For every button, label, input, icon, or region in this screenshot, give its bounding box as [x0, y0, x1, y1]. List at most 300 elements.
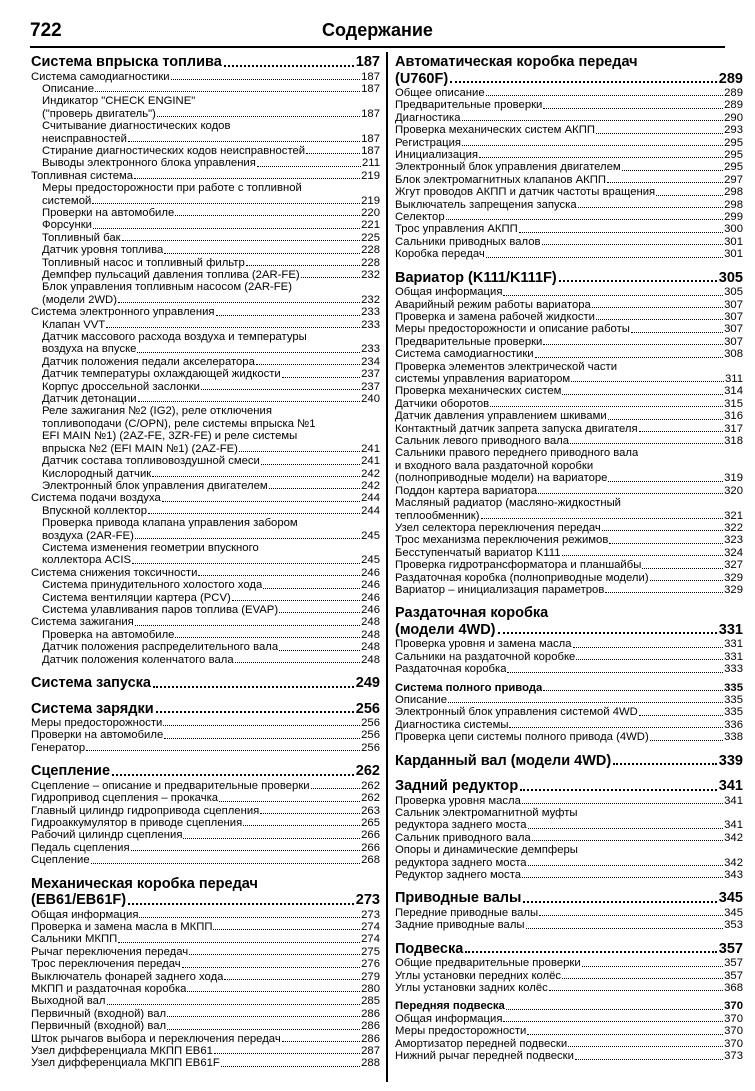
- entry-text: Трос механизма переключения режимов: [395, 534, 609, 547]
- section-heading: [31, 763, 380, 780]
- entry-text: Узел селектора переключения передач: [395, 521, 601, 534]
- toc-entry: [395, 638, 743, 650]
- leader-dots: [568, 1046, 723, 1047]
- leader-dots: [213, 929, 360, 930]
- entry-text-line: [42, 418, 380, 430]
- entry-text: (модели 2WD): [42, 293, 117, 306]
- section-title-line: [395, 71, 743, 88]
- leader-dots: [164, 253, 360, 254]
- page-ref: 316: [724, 410, 743, 423]
- entry-text-line: [42, 281, 380, 293]
- page-ref: 353: [724, 919, 743, 932]
- page-ref: 289: [718, 70, 743, 87]
- page-ref: 307: [724, 298, 743, 311]
- page-ref: 228: [361, 244, 380, 257]
- page-ref: 370: [724, 1025, 743, 1038]
- page-ref: 320: [724, 484, 743, 497]
- page-ref: 331: [724, 650, 743, 663]
- entry-text: Топливная система: [31, 169, 134, 182]
- page-ref: 187: [361, 144, 380, 157]
- entry-text: Выходной вал: [31, 995, 106, 1008]
- entry-text-line: [395, 819, 743, 831]
- toc-entry: [31, 281, 380, 306]
- page-ref: 286: [361, 1032, 380, 1045]
- leader-dots: [306, 153, 360, 154]
- entry-text: Проверка привода клапана управления забором: [42, 517, 298, 530]
- leader-dots: [562, 555, 724, 556]
- leader-dots: [532, 840, 723, 841]
- entry-text-line: [42, 443, 380, 455]
- page-ref: 240: [361, 393, 380, 406]
- toc-entry: [395, 982, 743, 994]
- toc-entry: [395, 1013, 743, 1025]
- toc-entry: [31, 729, 380, 741]
- page-ref: 256: [361, 717, 380, 729]
- toc-entry: [31, 946, 380, 958]
- section-title-line: [31, 892, 380, 909]
- entry-text: Форсунки: [42, 219, 92, 232]
- toc-entry: [31, 182, 380, 207]
- toc-entry: [31, 829, 380, 841]
- toc-entry: [395, 323, 743, 335]
- page-ref: 275: [361, 945, 380, 958]
- entry-text: (полноприводные модели) на вариаторе: [395, 472, 608, 485]
- entry-text: Вариатор – инициализация параметров: [395, 583, 605, 596]
- leader-dots: [528, 865, 724, 866]
- toc-column-left: [31, 54, 380, 1070]
- page-ref: 305: [724, 286, 743, 299]
- leader-dots: [224, 979, 360, 980]
- leader-dots: [465, 951, 717, 953]
- toc-entry: [395, 1050, 743, 1062]
- subsection-heading: [395, 1000, 743, 1012]
- toc-entry: [395, 199, 743, 211]
- entry-text: Гидропривод сцепления – прокачка: [31, 792, 219, 805]
- page-ref: 307: [724, 311, 743, 323]
- entry-text: Узел дифференциала МКПП EB61F: [31, 1057, 220, 1070]
- entry-text: Система улавливания паров топлива (EVAP): [42, 603, 279, 616]
- entry-text: редуктора заднего моста: [395, 819, 527, 832]
- toc-entry: [31, 921, 380, 933]
- entry-text: Коробка передач: [395, 248, 485, 261]
- entry-text: Инициализация: [395, 149, 478, 162]
- leader-dots: [509, 727, 723, 728]
- page-ref: 341: [718, 778, 743, 795]
- toc-entry: [395, 572, 743, 584]
- leader-dots: [93, 228, 360, 229]
- page-ref: 324: [724, 546, 743, 559]
- entry-text: Блок электромагнитных клапанов АКПП: [395, 173, 606, 186]
- toc-entry: [395, 174, 743, 186]
- page-ref: 345: [724, 906, 743, 919]
- leader-dots: [153, 686, 354, 688]
- entry-text-line: [395, 361, 743, 373]
- leader-dots: [538, 493, 723, 494]
- leader-dots: [269, 488, 360, 489]
- page-ref: 335: [724, 693, 743, 706]
- page-ref: 256: [361, 741, 380, 754]
- leader-dots: [263, 588, 360, 589]
- toc-entry: [31, 207, 380, 219]
- toc-entry: [31, 567, 380, 579]
- page-ref: 289: [724, 99, 743, 112]
- leader-dots: [481, 518, 724, 519]
- section-heading: [395, 941, 743, 958]
- leader-dots: [311, 788, 361, 789]
- entry-text-line: [42, 133, 380, 145]
- page-ref: 248: [361, 641, 380, 654]
- entry-text: Регистрация: [395, 136, 462, 149]
- leader-dots: [138, 401, 361, 402]
- entry-text: Выводы электронного блока управления: [42, 157, 256, 170]
- toc-entry: [395, 844, 743, 869]
- toc-entry: [31, 654, 380, 666]
- page-ref: 301: [724, 248, 743, 261]
- section-title-line: Механическая коробка передач: [31, 875, 258, 892]
- entry-text: Бесступенчатый вариатор K111: [395, 546, 561, 559]
- page-ref: 335: [724, 681, 743, 694]
- toc-entry: [31, 244, 380, 256]
- leader-dots: [543, 108, 723, 109]
- toc-entry: [31, 629, 380, 641]
- leader-dots: [507, 672, 723, 673]
- section-title: Вариатор (K111/K111F): [395, 269, 557, 286]
- page-ref: 225: [361, 231, 380, 244]
- toc-entry: [395, 248, 743, 260]
- entry-text-line: [42, 195, 380, 207]
- section-heading: [395, 54, 743, 87]
- leader-dots: [486, 95, 724, 96]
- leader-dots: [256, 364, 360, 365]
- leader-dots: [112, 774, 354, 776]
- leader-dots: [526, 928, 724, 929]
- entry-text: Система снижения токсичности: [31, 566, 198, 579]
- section-heading: [31, 701, 380, 718]
- page-ref: 321: [724, 509, 743, 522]
- entry-text: Передние приводные валы: [395, 906, 539, 919]
- entry-text: Сцепление – описание и предварительные проверки: [31, 779, 310, 792]
- entry-text-line: [42, 95, 380, 107]
- leader-dots: [450, 81, 717, 83]
- leader-dots: [506, 1009, 723, 1010]
- toc-entry: [395, 795, 743, 807]
- entry-text: Раздаточная коробка (полноприводные модели): [395, 571, 649, 584]
- page-header: [30, 20, 725, 48]
- page-ref: 276: [361, 958, 380, 971]
- page-ref: 298: [724, 198, 743, 211]
- toc-entry: [31, 1057, 380, 1069]
- toc-entry: [395, 299, 743, 311]
- entry-text: Система принудительного холостого хода: [42, 579, 263, 592]
- entry-text: Система полного привода: [395, 681, 543, 694]
- entry-text: воздуха (2AR-FE): [42, 529, 134, 542]
- page-ref: 318: [724, 435, 743, 448]
- entry-text: Описание: [395, 693, 447, 706]
- entry-text: Общая информация: [395, 286, 503, 299]
- leader-dots: [216, 315, 361, 316]
- entry-text: Впускной коллектор: [42, 504, 147, 517]
- leader-dots: [549, 990, 723, 991]
- leader-dots: [592, 307, 723, 308]
- toc-entry: [395, 907, 743, 919]
- page-ref: 266: [361, 829, 380, 842]
- leader-dots: [522, 803, 723, 804]
- page-ref: 370: [724, 1037, 743, 1050]
- entry-text: Сальники МКПП: [31, 933, 118, 946]
- toc-entry: [31, 579, 380, 591]
- leader-dots: [535, 357, 724, 358]
- leader-dots: [639, 431, 724, 432]
- page-ref: 345: [718, 890, 743, 907]
- leader-dots: [520, 789, 717, 791]
- entry-text-line: [42, 108, 380, 120]
- leader-dots: [279, 650, 360, 651]
- entry-text: Задние приводные валы: [395, 919, 525, 932]
- page-ref: 219: [361, 194, 380, 207]
- leader-dots: [519, 232, 723, 233]
- toc-entry: [31, 170, 380, 182]
- leader-dots: [189, 954, 360, 955]
- entry-text: Меры предосторожности и описание работы: [395, 323, 630, 336]
- page-ref: 357: [724, 969, 743, 982]
- entry-text: Датчик детонации: [42, 393, 137, 406]
- entry-text: Описание: [42, 82, 94, 95]
- toc-entry: [395, 522, 743, 534]
- section-heading: [31, 675, 380, 692]
- entry-text: Датчик уровня топлива: [42, 244, 164, 257]
- leader-dots: [201, 389, 360, 390]
- section-title: Подвеска: [395, 940, 464, 957]
- section-title-line: Автоматическая коробка передач: [395, 54, 638, 70]
- entry-text: Блок управления топливным насосом (2AR-FE): [42, 281, 292, 294]
- leader-dots: [539, 915, 723, 916]
- entry-text: Трос управления АКПП: [395, 223, 518, 236]
- leader-dots: [162, 501, 360, 502]
- toc-entry: [395, 161, 743, 173]
- leader-dots: [135, 625, 360, 626]
- toc-entry: [31, 257, 380, 269]
- toc-entry: [31, 1033, 380, 1045]
- page-ref: 287: [361, 1045, 380, 1058]
- leader-dots: [132, 563, 360, 564]
- entry-text-line: [42, 331, 380, 343]
- toc-entry: [31, 319, 380, 331]
- toc-entry: [31, 381, 380, 393]
- entry-text: Рычаг переключения передач: [31, 945, 189, 958]
- toc-entry: [395, 497, 743, 522]
- toc-entry: [31, 854, 380, 866]
- leader-dots: [148, 513, 360, 514]
- entry-text: неисправностей: [42, 132, 127, 145]
- page-ref: 242: [361, 479, 380, 492]
- leader-dots: [282, 1041, 360, 1042]
- page-ref: 234: [361, 355, 380, 368]
- leader-dots: [578, 207, 723, 208]
- entry-text: Проверка уровня и замена масла: [395, 638, 572, 651]
- entry-text: Селектор: [395, 211, 445, 224]
- entry-text-line: [42, 542, 380, 554]
- page-ref: 322: [724, 521, 743, 534]
- leader-dots: [118, 942, 360, 943]
- entry-text: Общая информация: [395, 1012, 503, 1025]
- toc-entry: [31, 1020, 380, 1032]
- entry-text: Система изменения геометрии впускного: [42, 541, 259, 554]
- toc-entry: [31, 780, 380, 792]
- entry-text: воздуха на впуске: [42, 343, 137, 356]
- entry-text: Амортизатор передней подвески: [395, 1037, 568, 1050]
- entry-text-line: [395, 447, 743, 459]
- page-ref: 221: [361, 219, 380, 232]
- leader-dots: [92, 203, 360, 204]
- entry-text: Педаль сцепления: [31, 841, 130, 854]
- entry-text: Меры предосторожности: [395, 1025, 527, 1038]
- entry-text: Редуктор заднего моста: [395, 869, 522, 882]
- leader-dots: [219, 801, 360, 802]
- entry-text: Система вентиляции картера (PCV): [42, 591, 231, 604]
- leader-dots: [543, 690, 723, 691]
- toc-entry: [31, 792, 380, 804]
- toc-entry: [31, 393, 380, 405]
- entry-text-line: [395, 844, 743, 856]
- leader-dots: [131, 850, 361, 851]
- leader-dots: [528, 828, 724, 829]
- page-ref: 319: [724, 472, 743, 485]
- leader-dots: [650, 740, 723, 741]
- entry-text: Демпфер пульсаций давления топлива (2AR-FE): [42, 269, 300, 281]
- leader-dots: [246, 265, 360, 266]
- leader-dots: [243, 825, 360, 826]
- entry-text: Меры предосторожности при работе с топливной: [42, 182, 302, 195]
- page-ref: 339: [718, 752, 743, 769]
- entry-text-line: [42, 530, 380, 542]
- toc-entry: [31, 145, 380, 157]
- leader-dots: [232, 600, 360, 601]
- leader-dots: [221, 1066, 360, 1067]
- section-title: Система запуска: [31, 675, 151, 691]
- page-ref: 297: [724, 173, 743, 186]
- entry-text: Первичный (входной) вал: [31, 1020, 167, 1033]
- entry-text: Датчик состава топливовоздушной смеси: [42, 455, 260, 468]
- page-ref: 187: [361, 107, 380, 120]
- toc-entry: [395, 149, 743, 161]
- toc-entry: [31, 971, 380, 983]
- leader-dots: [571, 381, 724, 382]
- leader-dots: [608, 481, 723, 482]
- entry-text: Проверка цепи системы полного привода (4WD): [395, 731, 649, 744]
- page-number: 722: [30, 20, 62, 41]
- toc-entry: [395, 112, 743, 124]
- leader-dots: [163, 725, 360, 726]
- page-ref: 248: [361, 616, 380, 629]
- toc-entry: [31, 604, 380, 616]
- page-ref: 357: [724, 957, 743, 970]
- entry-text-line: [395, 460, 743, 472]
- leader-dots: [650, 580, 724, 581]
- leader-dots: [235, 662, 361, 663]
- leader-dots: [559, 280, 717, 282]
- leader-dots: [279, 612, 360, 613]
- entry-text: Проверки на автомобиле: [31, 729, 164, 742]
- leader-dots: [498, 632, 717, 634]
- entry-text: Проверка элементов электрической части: [395, 360, 618, 373]
- entry-text: теплообменник): [395, 509, 480, 522]
- page-ref: 241: [361, 442, 380, 455]
- leader-dots: [596, 133, 723, 134]
- leader-dots: [260, 813, 360, 814]
- toc-entry: [31, 71, 380, 83]
- page-ref: 323: [724, 534, 743, 547]
- leader-dots: [479, 157, 723, 158]
- leader-dots: [91, 863, 361, 864]
- section-title: Сцепление: [31, 763, 111, 780]
- toc-entry: [395, 957, 743, 969]
- entry-text: Система подачи воздуха: [31, 492, 161, 505]
- leader-dots: [642, 568, 723, 569]
- toc-entry: [395, 832, 743, 844]
- toc-entry: [31, 219, 380, 231]
- page-ref: 308: [724, 348, 743, 361]
- page-ref: 286: [361, 1007, 380, 1020]
- page-ref: 274: [361, 933, 380, 946]
- entry-text: Датчик положения педали акселератора: [42, 355, 255, 368]
- leader-dots: [607, 182, 723, 183]
- entry-text: Реле зажигания №2 (IG2), реле отключения: [42, 405, 272, 418]
- leader-dots: [182, 967, 360, 968]
- page-ref: 237: [361, 380, 380, 393]
- toc-entry: [395, 99, 743, 111]
- page-ref: 327: [724, 559, 743, 572]
- entry-text: Узел дифференциала МКПП EB61: [31, 1045, 213, 1058]
- toc-entry: [395, 186, 743, 198]
- entry-text: Жгут проводов АКПП и датчик частоты вращения: [395, 186, 656, 199]
- entry-text-line: [42, 554, 380, 566]
- page-ref: 280: [361, 983, 380, 995]
- leader-dots: [257, 166, 361, 167]
- page-ref: 295: [724, 136, 743, 149]
- entry-text: Нижний рычаг передней подвески: [395, 1050, 574, 1063]
- entry-text: EFI MAIN №1) (2AZ-FE, 3ZR-FE) и реле системы: [42, 430, 298, 443]
- toc-entry: [31, 717, 380, 729]
- page-ref: 273: [355, 892, 380, 909]
- leader-dots: [562, 978, 723, 979]
- entry-text: Масляный радиатор (масляно-жидкостный: [395, 497, 621, 510]
- toc-entry: [31, 468, 380, 480]
- entry-text-line: [42, 120, 380, 132]
- toc-entry: [31, 505, 380, 517]
- leader-dots: [175, 215, 360, 216]
- toc-entry: [31, 368, 380, 380]
- entry-text: Сальники приводных валов: [395, 235, 541, 248]
- page-ref: 307: [724, 335, 743, 348]
- leader-dots: [156, 711, 354, 713]
- entry-text: Трос переключения передач: [31, 958, 181, 971]
- page-ref: 331: [724, 638, 743, 651]
- entry-text: Клапан VVT: [42, 318, 106, 331]
- subsection-heading: [395, 682, 743, 694]
- leader-dots: [239, 451, 360, 452]
- column-divider: [386, 52, 388, 1082]
- page-ref: 187: [361, 70, 380, 83]
- toc-entry: [31, 492, 380, 504]
- section-title-line: Раздаточная коробка: [395, 605, 549, 622]
- section-title: (EB61/EB61F): [31, 892, 127, 909]
- entry-text: Проверка уровня масла: [395, 794, 521, 807]
- toc-entry: [31, 232, 380, 244]
- page-ref: 290: [724, 111, 743, 124]
- toc-entry: [31, 331, 380, 356]
- toc-entry: [31, 306, 380, 318]
- toc-entry: [395, 385, 743, 397]
